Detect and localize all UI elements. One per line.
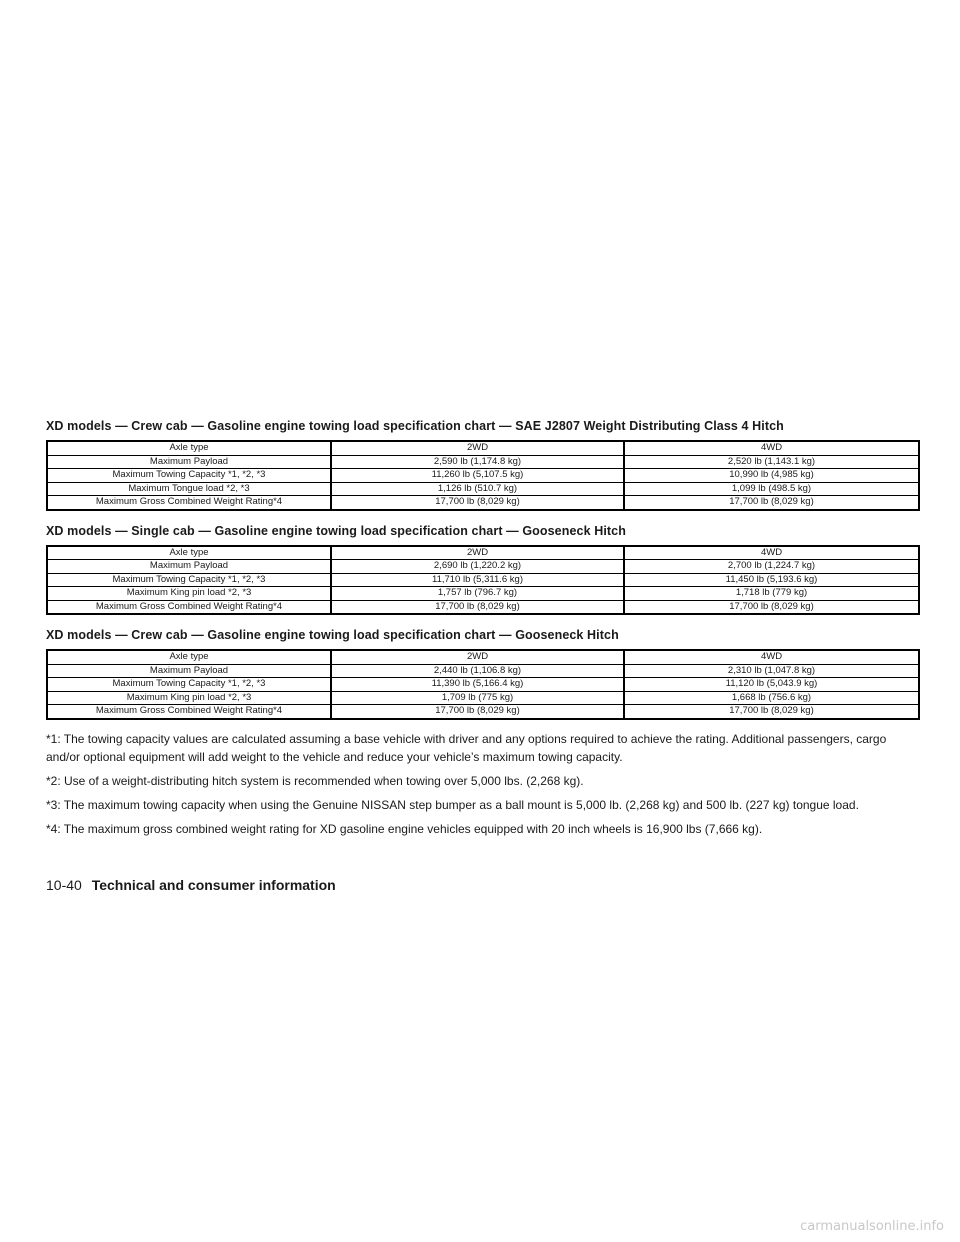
table-row <box>47 469 919 483</box>
table-cell: Maximum Payload <box>47 455 331 469</box>
table-cell: 2,310 lb (1,047.8 kg) <box>624 664 919 678</box>
table-cell: 17,700 lb (8,029 kg) <box>624 600 919 614</box>
table-cell: 11,710 lb (5,311.6 kg) <box>331 573 624 587</box>
table-cell: 1,099 lb (498.5 kg) <box>624 482 919 496</box>
table-cell: Maximum Payload <box>47 664 331 678</box>
table-cell: 11,450 lb (5,193.6 kg) <box>624 573 919 587</box>
table-row <box>47 587 919 601</box>
section-title: XD models — Single cab — Gasoline engine towing load specification chart — Gooseneck Hitch <box>46 523 626 538</box>
table-header-row <box>47 546 919 560</box>
table-cell: Maximum Towing Capacity *1, *2, *3 <box>47 469 331 483</box>
table-cell: Maximum Payload <box>47 560 331 574</box>
spec-table <box>46 649 920 720</box>
table-cell: Maximum Tongue load *2, *3 <box>47 482 331 496</box>
table-cell: 1,709 lb (775 kg) <box>331 691 624 705</box>
table-row <box>47 496 919 510</box>
table-cell: 2WD <box>331 441 624 455</box>
table-cell: Axle type <box>47 650 331 664</box>
chapter-title: Technical and consumer information <box>91 877 336 893</box>
table-cell: Maximum Towing Capacity *1, *2, *3 <box>47 678 331 692</box>
table-cell: 2,520 lb (1,143.1 kg) <box>624 455 919 469</box>
table-cell: Axle type <box>47 441 331 455</box>
spec-section-3 <box>46 627 918 720</box>
table-row <box>47 455 919 469</box>
section-title: XD models — Crew cab — Gasoline engine towing load specification chart — Gooseneck Hitch <box>46 628 619 642</box>
table-cell: Maximum Towing Capacity *1, *2, *3 <box>47 573 331 587</box>
table-cell: 2WD <box>331 546 624 560</box>
table-cell: 1,718 lb (779 kg) <box>624 587 919 601</box>
table-cell: Maximum Gross Combined Weight Rating*4 <box>47 705 331 719</box>
table-header-row <box>47 650 919 664</box>
spec-table <box>46 545 920 616</box>
table-cell: 17,700 lb (8,029 kg) <box>331 600 624 614</box>
table-cell: Maximum King pin load *2, *3 <box>47 691 331 705</box>
watermark[interactable]: carmanualsonline.info <box>800 1219 944 1234</box>
section-title: XD models — Crew cab — Gasoline engine towing load specification chart — SAE J2807 Weight Distributing Class 4 Hitch <box>46 419 784 433</box>
footnote-2: *2: Use of a weight-distributing hitch system is recommended when towing over 5,000 lbs. (2,268 kg). <box>46 773 584 788</box>
spec-table <box>46 440 920 511</box>
footnote-4: *4: The maximum gross combined weight rating for XD gasoline engine vehicles equipped with 20 inch wheels is 16,900 lbs (7,666 kg). <box>46 821 763 836</box>
page-content <box>46 418 918 844</box>
table-cell: Maximum Gross Combined Weight Rating*4 <box>47 496 331 510</box>
footnotes <box>46 730 918 838</box>
table-cell: Maximum Gross Combined Weight Rating*4 <box>47 600 331 614</box>
table-cell: 4WD <box>624 650 919 664</box>
table-cell: 4WD <box>624 546 919 560</box>
table-cell: 11,120 lb (5,043.9 kg) <box>624 678 919 692</box>
table-row <box>47 573 919 587</box>
table-cell: 11,390 lb (5,166.4 kg) <box>331 678 624 692</box>
table-row <box>47 691 919 705</box>
table-cell: 2,590 lb (1,174.8 kg) <box>331 455 624 469</box>
table-cell: 2,690 lb (1,220.2 kg) <box>331 560 624 574</box>
page-footer <box>46 876 336 894</box>
table-cell: 2WD <box>331 650 624 664</box>
table-row <box>47 600 919 614</box>
table-cell: 17,700 lb (8,029 kg) <box>331 705 624 719</box>
footnote-1: *1: The towing capacity values are calculated assuming a base vehicle with driver and any options required to achieve the rating. Additional passengers, cargo and/or optional equipment will add weight to the vehicle and reduce your vehicle’s maximum towing capacity. <box>46 731 887 764</box>
table-cell: 2,700 lb (1,224.7 kg) <box>624 560 919 574</box>
table-cell: 10,990 lb (4,985 kg) <box>624 469 919 483</box>
table-cell: 1,668 lb (756.6 kg) <box>624 691 919 705</box>
footnote-3: *3: The maximum towing capacity when using the Genuine NISSAN step bumper as a ball mount is 5,000 lb. (2,268 kg) and 500 lb. (227 kg) tongue load. <box>46 797 859 812</box>
table-header-row <box>47 441 919 455</box>
table-cell: 11,260 lb (5,107.5 kg) <box>331 469 624 483</box>
table-row <box>47 664 919 678</box>
table-cell: 1,126 lb (510.7 kg) <box>331 482 624 496</box>
table-cell: 17,700 lb (8,029 kg) <box>624 705 919 719</box>
table-row <box>47 560 919 574</box>
spec-section-1 <box>46 418 918 511</box>
table-cell: Maximum King pin load *2, *3 <box>47 587 331 601</box>
table-row <box>47 705 919 719</box>
table-cell: 4WD <box>624 441 919 455</box>
table-row <box>47 482 919 496</box>
table-cell: 2,440 lb (1,106.8 kg) <box>331 664 624 678</box>
table-cell: Axle type <box>47 546 331 560</box>
table-row <box>47 678 919 692</box>
table-cell: 1,757 lb (796.7 kg) <box>331 587 624 601</box>
table-cell: 17,700 lb (8,029 kg) <box>331 496 624 510</box>
table-cell: 17,700 lb (8,029 kg) <box>624 496 919 510</box>
page-number: 10-40 <box>46 877 82 893</box>
spec-section-2 <box>46 523 918 616</box>
